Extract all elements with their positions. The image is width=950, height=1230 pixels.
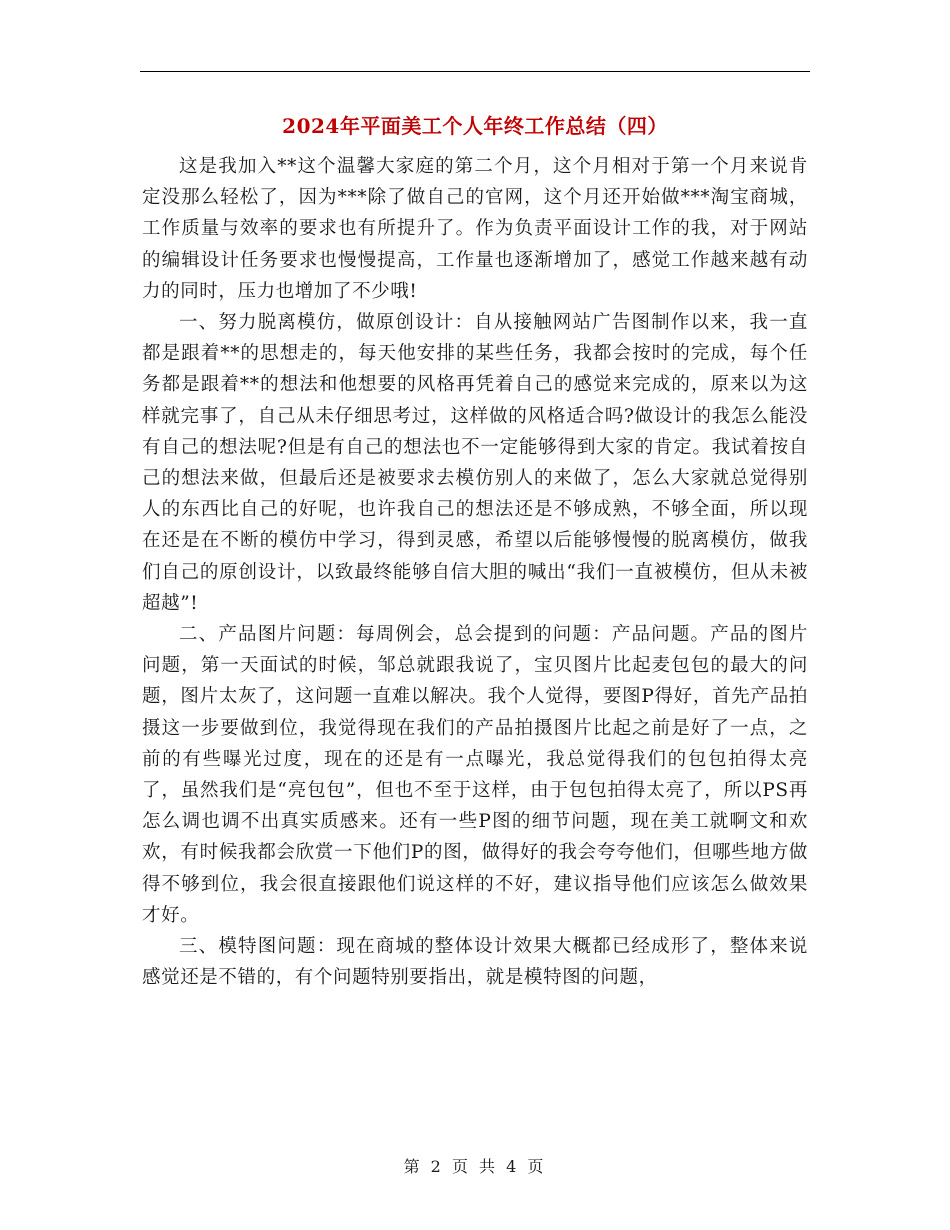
header-rule	[140, 71, 810, 72]
paragraph-section-2: 二、产品图片问题：每周例会，总会提到的问题：产品问题。产品的图片问题，第一天面试的时候，邹总就跟我说了，宝贝图片比起麦包包的最大的问题，图片太灰了，这问题一直难以解决。我个人觉得，要图P得好，首先产品拍摄这一步要做到位，我觉得现在我们的产品拍摄图片比起之前是好了一点，之前的有些曝光过度，现在的还是有一点曝光，我总觉得我们的包包拍得太亮了，虽然我们是“亮包包”，但也不至于这样，由于包包拍得太亮了，所以PS再怎么调也调不出真实质感来。还有一些P图的细节问题，现在美工就啊文和欢欢，有时候我都会欣赏一下他们P的图，做得好的我会夸夸他们，但哪些地方做得不够到位，我会很直接跟他们说这样的不好，建议指导他们应该怎么做效果才好。	[142, 624, 808, 926]
document-title: 2024年平面美工个人年终工作总结（四）	[282, 114, 668, 138]
paragraph-section-3: 三、模特图问题：现在商城的整体设计效果大概都已经成形了，整体来说感觉还是不错的，有个问题特别要指出，就是模特图的问题，	[142, 936, 808, 989]
page-number-footer: 第 2 页 共 4 页	[403, 1157, 547, 1176]
paragraph-section-1: 一、努力脱离模仿，做原创设计：自从接触网站广告图制作以来，我一直都是跟着**的思想走的，每天他安排的某些任务，我都会按时的完成，每个任务都是跟着**的想法和他想要的风格再凭着自己的感觉来完成的，原来以为这样就完事了，自己从未仔细思考过，这样做的风格适合吗?做设计的我怎么能没有自己的想法呢?但是有自己的想法也不一定能够得到大家的肯定。我试着按自己的想法来做，但最后还是被要求去模仿别人的来做了，怎么大家就总觉得别人的东西比自己的好呢，也许我自己的想法还是不够成熟，不够全面，所以现在还是在不断的模仿中学习，得到灵感，希望以后能够慢慢的脱离模仿，做我们自己的原创设计，以致最终能够自信大胆的喊出“我们一直被模仿，但从未被超越”!	[142, 312, 808, 614]
paragraph-intro: 这是我加入**这个温馨大家庭的第二个月，这个月相对于第一个月来说肯定没那么轻松了，因为***除了做自己的官网，这个月还开始做***淘宝商城，工作质量与效率的要求也有所提升了。作为负责平面设计工作的我，对于网站的编辑设计任务要求也慢慢提高，工作量也逐渐增加了，感觉工作越来越有动力的同时，压力也增加了不少哦!	[142, 156, 808, 302]
document-body	[142, 151, 808, 993]
